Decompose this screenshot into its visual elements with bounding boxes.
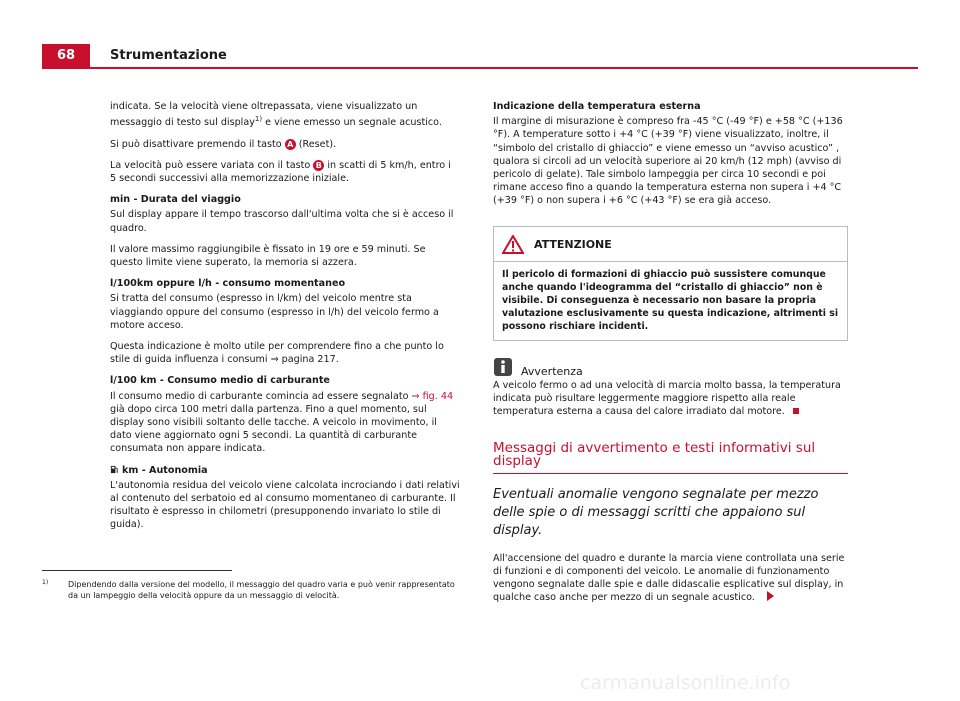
footnote	[42, 580, 462, 601]
paragraph: A veicolo fermo o ad una velocità di marcia molto bassa, la temperatura indicata può risultare leggermente maggiore rispetto alla reale temperatura esterna a causa del calore irradiato dal motore.	[493, 379, 841, 418]
right-column	[493, 100, 848, 612]
footnote-text: Dipendendo dalla versione del modello, il messaggio del quadro varia e può venir rappresentato da un lampeggio della velocità oppure da un messaggio di velocità.	[68, 580, 455, 600]
paragraph: Si tratta del consumo (espresso in l/km) del veicolo mentre sta viaggiando oppure del consumo (espresso in l/h) del veicolo fermo a motore acceso.	[110, 293, 439, 331]
warning-header	[494, 227, 847, 262]
subheading-instant-consumption: l/100km oppure l/h - consumo momentaneo	[110, 278, 346, 290]
fuel-pump-icon	[110, 465, 119, 474]
warning-text: Il pericolo di formazioni di ghiaccio può sussistere comunque anche quando l'ideogramma del “cristallo di ghiaccio” non è visibile. Di conseguenza è necessario non basare la propria valutazione esclusivamente su questa indicazione, altrimenti si possono rischiare incidenti.	[502, 268, 839, 333]
end-of-section-icon	[793, 408, 799, 414]
footnote-mark: 1)	[42, 579, 49, 586]
figure-link[interactable]: ⇒ fig. 44	[411, 390, 454, 402]
paragraph: Si può disattivare premendo il tasto A (Reset).	[110, 138, 337, 150]
page-number: 68	[42, 44, 90, 68]
subheading-outside-temperature: Indicazione della temperatura esterna	[493, 101, 701, 112]
paragraph: All'accensione del quadro e durante la marcia viene controllata una serie di funzioni e di componenti del veicolo. Le anomalie di funzionamento vengono segnalate dalle spie e dalle didascalie esplicative sul display, in qualche caso anche per mezzo di un segnale acustico.	[493, 552, 845, 604]
left-column	[110, 100, 460, 540]
header-rule	[42, 67, 918, 69]
paragraph: Il valore massimo raggiungibile è fissato in 19 ore e 59 minuti. Se questo limite viene superato, la memoria si azzera.	[110, 243, 426, 269]
reset-button-a-icon: A	[285, 139, 296, 150]
chapter-title: Strumentazione	[110, 48, 227, 63]
paragraph: Il margine di misurazione è compreso fra -45 °C (-49 °F) e +58 °C (+136 °F). A temperature sotto i +4 °C (+39 °F) viene visualizzato, inoltre, il “simbolo del cristallo di ghiaccio” e viene emesso un “avviso acustico” , qualora si circoli ad un velocità superiore ai 20 km/h (12 mph) (avviso di pericolo di gelate). Tale simbolo lampeggia per circa 10 secondi e poi rimane acceso fino a quando la temperatura esterna non supera i +4 °C (+39 °F) o non supera i +6 °C (+43 °F) se era già acceso.	[493, 116, 843, 207]
subheading-duration: min - Durata del viaggio	[110, 194, 241, 206]
page-header	[0, 0, 960, 70]
footnote-divider	[42, 570, 232, 571]
warning-title: ATTENZIONE	[534, 237, 612, 251]
paragraph: Sul display appare il tempo trascorso dall'ultima volta che si è acceso il quadro.	[110, 209, 454, 234]
paragraph: indicata. Se la velocità viene oltrepassata, viene visualizzato un messaggio di testo sul display$^{1)}$ e viene emesso un segnale acustico.	[110, 101, 442, 129]
lead-paragraph: Eventuali anomalie vengono segnalate per mezzo delle spie o di messaggi scritti che appaiono sul display.	[493, 486, 819, 538]
continue-arrow-icon	[767, 591, 774, 601]
paragraph: La velocità può essere variata con il tasto B in scatti di 5 km/h, entro i 5 secondi successivi alla memorizzazione iniziale.	[110, 159, 451, 184]
paragraph: Questa indicazione è molto utile per comprendere fino a che punto lo stile di guida influenza i consumi ⇒ pagina 217.	[110, 341, 444, 366]
note-title: Avvertenza	[521, 364, 583, 378]
footnote-ref[interactable]: 1)	[254, 115, 263, 124]
section-title: Messaggi di avvertimento e testi informativi sul display	[493, 442, 848, 473]
subheading-range: km - Autonomia	[110, 464, 460, 477]
warning-box	[493, 226, 848, 341]
warning-triangle-icon	[502, 235, 524, 254]
subheading-average-consumption: l/100 km - Consumo medio di carburante	[110, 375, 330, 387]
watermark: carmanualsonline.info	[580, 672, 791, 694]
paragraph: Il consumo medio di carburante comincia ad essere segnalato ⇒ fig. 44 già dopo circa 100 metri dalla partenza. Fino a quel momento, sul display sono visibili soltanto delle tacche. A veicolo in movimento, il dato viene aggiornato ogni 5 secondi. La quantità di carburante consumata non appare indicata.	[110, 390, 454, 455]
info-note-icon	[493, 357, 513, 377]
note-header	[493, 355, 848, 379]
paragraph: L'autonomia residua del veicolo viene calcolata incrociando i dati relativi al contenuto del serbatoio ed al consumo momentaneo di carburante. Il risultato è espresso in chilometri (presupponendo invariato lo stile di guida).	[110, 479, 460, 531]
button-b-icon: B	[313, 160, 324, 171]
